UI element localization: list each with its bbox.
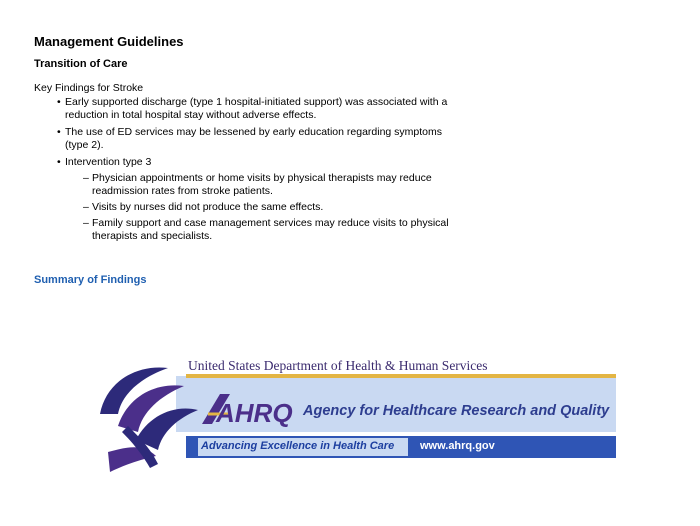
agency-url: www.ahrq.gov xyxy=(420,440,495,452)
summary-of-findings-link[interactable]: Summary of Findings xyxy=(34,274,147,286)
sub-finding-item: – Physician appointments or home visits by physical therapists may reduce readmission rates from stroke patients. xyxy=(83,172,454,198)
page-title: Management Guidelines xyxy=(34,34,184,49)
section-subtitle: Transition of Care xyxy=(34,58,128,70)
agency-tagline: Advancing Excellence in Health Care xyxy=(201,440,395,452)
finding-item: • Early supported discharge (type 1 hospital-initiated support) was associated with a reduction in total hospital stay without adverse effects. xyxy=(58,96,454,122)
ahrq-logo-icon xyxy=(202,394,293,428)
ahrq-banner xyxy=(98,356,616,474)
key-findings-label: Key Findings for Stroke xyxy=(34,82,144,94)
svg-text:AHRQ: AHRQ xyxy=(216,398,293,428)
hhs-department-name: United States Department of Health & Human Services xyxy=(188,358,488,373)
finding-item: • The use of ED services may be lessened by early education regarding symptoms (type 2). xyxy=(58,126,454,152)
content-body xyxy=(34,82,454,247)
agency-name: Agency for Healthcare Research and Quality xyxy=(303,403,610,419)
finding-item: • Intervention type 3 – Physician appointments or home visits by physical therapists may reduce readmission rates from stroke patients. – Visits by nurses did not produce the same effects. – Family support and case management services may reduce visits to physical therapists and specialists. xyxy=(58,156,454,243)
intervention-sublist xyxy=(65,172,454,243)
sub-finding-item: – Family support and case management services may reduce visits to physical therapists and specialists. xyxy=(83,217,454,243)
sub-finding-item: – Visits by nurses did not produce the same effects. xyxy=(83,201,454,214)
findings-list xyxy=(34,96,454,243)
